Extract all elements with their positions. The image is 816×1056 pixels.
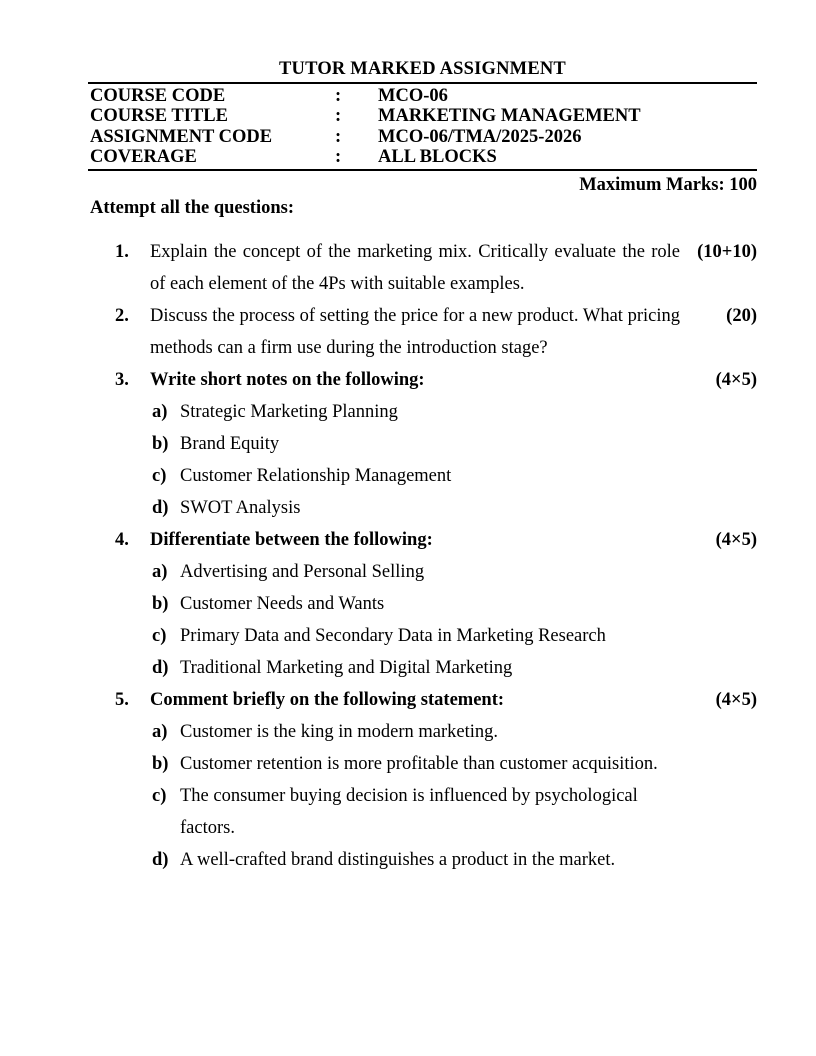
question-marks: (4×5): [715, 369, 757, 390]
question-text: Explain the concept of the marketing mix. Critically evaluate the role of each element of the 4Ps with suitable examples.: [150, 241, 680, 294]
header-field-label: ASSIGNMENT CODE: [90, 126, 273, 147]
question-number: 1.: [115, 241, 129, 262]
sub-item-letter: c): [152, 465, 167, 486]
question-item: [88, 300, 757, 364]
question-text: Comment briefly on the following statement:: [150, 689, 505, 710]
maximum-marks: Maximum Marks: 100: [579, 174, 757, 195]
header-field-row: [88, 106, 757, 126]
sub-item-text: Advertising and Personal Selling: [180, 561, 425, 582]
sub-item-letter: d): [152, 849, 169, 870]
sub-item-letter: c): [152, 785, 167, 806]
header-field-value: MARKETING MANAGEMENT: [378, 106, 641, 127]
sub-item-text: Customer retention is more profitable than customer acquisition.: [180, 753, 658, 774]
header-field-label: COVERAGE: [90, 147, 197, 168]
sub-item: [150, 844, 680, 876]
sub-item-text: The consumer buying decision is influenced by psychological factors.: [180, 785, 638, 838]
header-field-value: MCO-06/TMA/2025-2026: [378, 126, 582, 147]
sub-item-text: Customer is the king in modern marketing.: [180, 721, 499, 742]
sub-item: [150, 396, 680, 428]
header-field-separator: :: [335, 147, 342, 168]
sub-item-letter: a): [152, 721, 168, 742]
header-field-value: ALL BLOCKS: [378, 147, 497, 168]
sub-item-text: SWOT Analysis: [180, 497, 301, 518]
sub-item-letter: c): [152, 625, 167, 646]
sub-item-letter: d): [152, 657, 169, 678]
sub-item-letter: a): [152, 561, 168, 582]
header-field-separator: :: [335, 86, 342, 106]
question-marks: (10+10): [697, 241, 757, 262]
document-content: [88, 60, 757, 876]
sub-item-text: Customer Relationship Management: [180, 465, 452, 486]
question-marks: (4×5): [715, 529, 757, 550]
sub-item: [150, 492, 680, 524]
attempt-instruction: Attempt all the questions:: [90, 197, 295, 218]
sub-item-letter: b): [152, 753, 169, 774]
sub-item: [150, 428, 680, 460]
question-marks: (4×5): [715, 689, 757, 710]
sub-item: [150, 716, 680, 748]
sub-item: [150, 652, 680, 684]
question-body: [150, 364, 680, 524]
sub-item-letter: a): [152, 401, 168, 422]
header-field-value: MCO-06: [378, 86, 448, 106]
document-title: TUTOR MARKED ASSIGNMENT: [279, 59, 566, 79]
header-field-label: COURSE CODE: [90, 86, 226, 106]
question-number: 3.: [115, 369, 129, 390]
question-item: [88, 364, 757, 524]
question-item: [88, 524, 757, 684]
sub-item-text: Primary Data and Secondary Data in Marketing Research: [180, 625, 606, 646]
question-text: Differentiate between the following:: [150, 529, 433, 550]
question-text: Discuss the process of setting the price for a new product. What pricing methods can a firm use during the introduction stage?: [150, 305, 680, 358]
question-text: Write short notes on the following:: [150, 369, 425, 390]
header-field-label: COURSE TITLE: [90, 106, 228, 127]
question-number: 2.: [115, 305, 129, 326]
sub-item: [150, 748, 680, 780]
sub-item: [150, 556, 680, 588]
header-rule-bottom: [88, 169, 757, 171]
header-field-row: [88, 127, 757, 147]
sub-item: [150, 620, 680, 652]
sub-item: [150, 460, 680, 492]
sub-item-text: Strategic Marketing Planning: [180, 401, 398, 422]
question-number: 5.: [115, 689, 129, 710]
question-body: [150, 236, 680, 300]
question-list: [88, 236, 757, 876]
sub-item-letter: d): [152, 497, 169, 518]
sub-item-text: A well-crafted brand distinguishes a product in the market.: [180, 849, 616, 870]
header-table: [88, 84, 757, 169]
question-item: [88, 236, 757, 300]
question-item: [88, 684, 757, 876]
sub-item-text: Customer Needs and Wants: [180, 593, 385, 614]
question-body: [150, 524, 680, 684]
header-field-separator: :: [335, 106, 342, 127]
header-field-row: [88, 86, 757, 106]
sub-item-letter: b): [152, 593, 169, 614]
question-marks: (20): [726, 305, 757, 326]
sub-item: [150, 780, 680, 844]
sub-item-letter: b): [152, 433, 169, 454]
header-field-separator: :: [335, 126, 342, 147]
sub-item-text: Traditional Marketing and Digital Marketing: [180, 657, 513, 678]
sub-item: [150, 588, 680, 620]
question-body: [150, 684, 680, 876]
question-number: 4.: [115, 529, 129, 550]
question-body: [150, 300, 680, 364]
header-field-row: [88, 147, 757, 167]
sub-item-text: Brand Equity: [180, 433, 280, 454]
